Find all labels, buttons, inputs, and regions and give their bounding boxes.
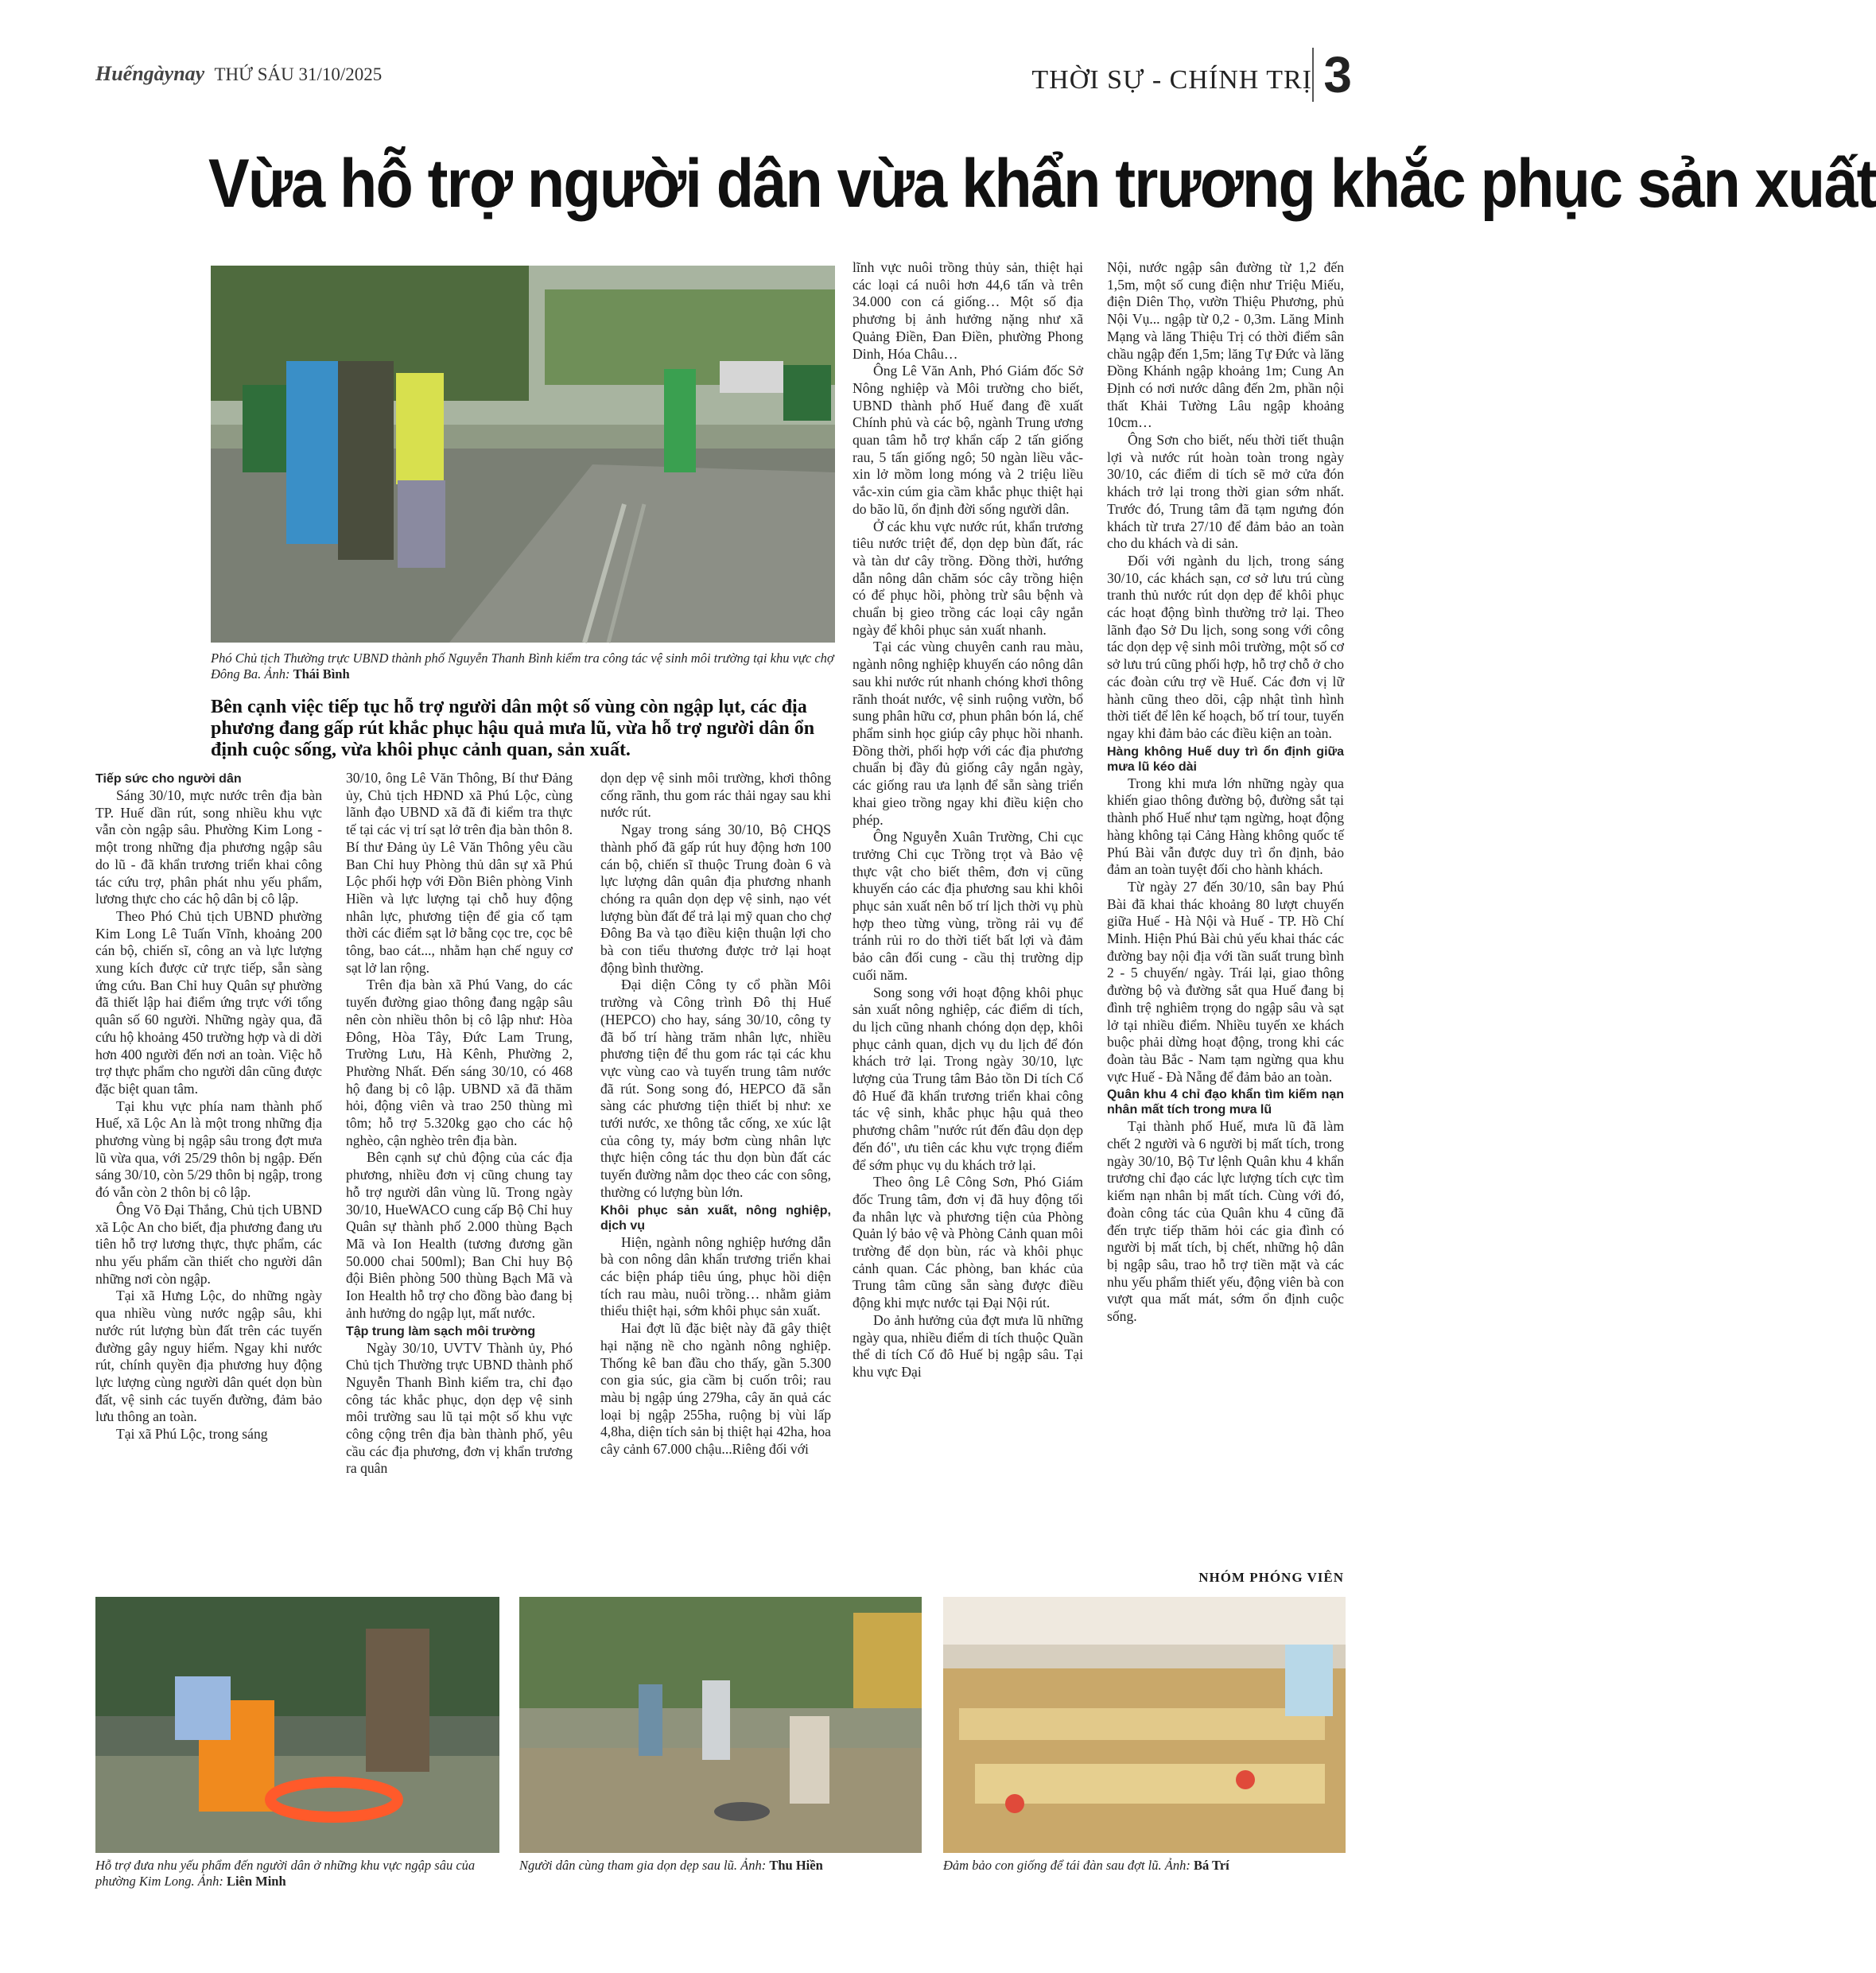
paragraph: Tại xã Hưng Lộc, do những ngày qua nhiều vùng nước ngập sâu, khi nước rút lượng bùn đất trên các tuyến đường gây nguy hiểm. Ngay khi nước rút, chính quyền địa phương huy động lực lượng cùng người dân quét dọn bùn đất, vệ sinh các tuyến đường, đảm bảo lưu thông an toàn. bbox=[95, 1287, 322, 1425]
paragraph: Tại các vùng chuyên canh rau màu, ngành nông nghiệp khuyến cáo nông dân sau khi nước rút nhanh chóng khơi thông rãnh thoát nước, vệ sinh ruộng vườn, bổ sung phân hữu cơ, phun phân bón lá, chế phẩm sinh học giúp cây phục hồi nhanh. Đồng thời, phối hợp với các địa phương chuẩn bị đầy đủ giống cây ngắn ngày, các giống rau ưa lạnh để sẵn sàng triển khai gieo trồng ngay khi điều kiện cho phép. bbox=[853, 639, 1083, 828]
paragraph: Ngay trong sáng 30/10, Bộ CHQS thành phố đã gấp rút huy động hơn 100 cán bộ, chiến sĩ thuộc Trung đoàn 6 và lực lượng dân quân địa phương nhanh chóng ra quân dọn dẹp vệ sinh, nạo vét lượng bùn đất để trả lại mỹ quan cho chợ Đông Ba và tạo điều kiện thuận lợi cho bà con tiểu thương được trở lại hoạt động bình thường. bbox=[600, 821, 831, 976]
main-photo-caption: Phó Chủ tịch Thường trực UBND thành phố Nguyễn Thanh Bình kiểm tra công tác vệ sinh môi trường tại khu vực chợ Đông Ba. Ảnh: Thái Bình bbox=[211, 651, 834, 682]
paragraph: Tại xã Phú Lộc, trong sáng bbox=[116, 1426, 268, 1443]
paragraph: Trong khi mưa lớn những ngày qua khiến giao thông đường bộ, đường sắt tại thành phố Huế như tạm ngừng, hoạt động hàng không tại Cảng Hàng không quốc tế Phú Bài vẫn được duy trì ổn định, bảo đảm an toàn tuyệt đối cho hành khách. bbox=[1107, 775, 1344, 878]
bottom-photo-2-caption: Người dân cùng tham gia dọn dẹp sau lũ. Ảnh: Thu Hiền bbox=[519, 1858, 823, 1873]
bottom-photo-1-caption: Hỗ trợ đưa nhu yếu phẩm đến người dân ở những khu vực ngập sâu của phường Kim Long. Ảnh: Liên Minh bbox=[95, 1858, 476, 1889]
paragraph: Ông Sơn cho biết, nếu thời tiết thuận lợi và nước rút hoàn toàn trong ngày 30/10, các điểm di tích sẽ mở cửa đón khách trở lại trong thời gian sớm nhất. Trước đó, Trung tâm đã tạm ngưng đón khách từ trưa 27/10 để đảm bảo an toàn cho du khách và di sản. bbox=[1107, 432, 1344, 552]
paragraph: Theo Phó Chủ tịch UBND phường Kim Long Lê Tuấn Vĩnh, khoảng 200 cán bộ, chiến sĩ, công an và lực lượng xung kích được cử trực tiếp, sẵn sàng ứng cứu. Ban Chỉ huy Quân sự phường đã thiết lập hai điểm ứng trực với tổng quân số 60 người. Những ngày qua, đã cứu hộ khoảng 450 trường hợp và di dời hơn 400 người đến nơi an toàn. Việc hỗ trợ thực phẩm cho người dân cũng được đặc biệt quan tâm. bbox=[95, 907, 322, 1097]
paragraph: 30/10, ông Lê Văn Thông, Bí thư Đảng ủy, Chủ tịch HĐND xã Phú Lộc, cùng lãnh đạo UBND xã đã đi kiểm tra thực tế tại các vị trí sạt lở trên địa bàn thôn 8. Bí thư Đảng ủy Lê Văn Thông yêu cầu Ban Chỉ huy Phòng thủ dân sự xã Phú Lộc phối hợp với Đồn Biên phòng Vinh Hiền và lực lượng tại chỗ huy động nhân lực, phương tiện để gia cố tạm thời các điểm sạt lở bằng cọc tre, cọc bê tông, bao cát..., nhằm hạn chế nguy cơ sạt lở lan rộng. bbox=[346, 770, 573, 976]
photo-credit: Liên Minh bbox=[226, 1874, 286, 1889]
headline: Vừa hỗ trợ người dân vừa khẩn trương khắc phục sản xuất bbox=[208, 146, 1876, 222]
photo-credit: Bá Trí bbox=[1193, 1858, 1229, 1873]
subheading: Quân khu 4 chỉ đạo khẩn tìm kiếm nạn nhân mất tích trong mưa lũ bbox=[1107, 1088, 1344, 1117]
byline: NHÓM PHÓNG VIÊN bbox=[1198, 1570, 1344, 1585]
photo-credit: Thái Bình bbox=[293, 666, 350, 682]
paragraph: Trên địa bàn xã Phú Vang, do các tuyến đường giao thông đang ngập sâu nên còn nhiều thôn bị cô lập như: Hòa Đông, Hòa Tây, Đức Lam Trung, Trường Lưu, Hà Kênh, Phường 2, Phường Nhất. Đến sáng 30/10, có 468 hộ đang bị cô lập. UBND xã đã thăm hỏi, động viên và trao 250 thùng mì tôm; hỗ trợ 5.320kg gạo cho các hộ nghèo, cận nghèo trên địa bàn. bbox=[346, 977, 573, 1148]
paragraph: Ngày 30/10, UVTV Thành ủy, Phó Chủ tịch Thường trực UBND thành phố Nguyễn Thanh Bình kiểm tra, chỉ đạo công tác khắc phục, dọn dẹp vệ sinh môi trường sau lũ tại một số khu vực công cộng trên địa bàn thành phố, yêu cầu các địa phương, đơn vị khẩn trương ra quân bbox=[346, 1339, 573, 1477]
article-column-5 bbox=[1107, 259, 1344, 1563]
paragraph: Tại thành phố Huế, mưa lũ đã làm chết 2 người và 6 người bị mất tích, trong ngày 30/10, Bộ Tư lệnh Quân khu 4 khẩn trương chỉ đạo các lực lượng tích cực tìm kiếm nạn nhân bị mất tích. Cùng với đó, đoàn công tác của Quân khu 4 cũng đã đến trực tiếp thăm hỏi các gia đình có người bị mất tích, bị chết, những hộ dân bị ngập sâu, trao hỗ trợ tiền mặt và các nhu yếu phẩm thiết yếu, động viên bà con vượt qua mất mát, sớm ổn định cuộc sống. bbox=[1107, 1118, 1344, 1325]
paragraph: Từ ngày 27 đến 30/10, sân bay Phú Bài đã khai thác khoảng 80 lượt chuyến giữa Huế - Hà Nội và Huế - TP. Hồ Chí Minh. Hiện Phú Bài chủ yếu khai thác các đường bay nội địa với tần suất trung bình 2 - 5 chuyến/ ngày. Trái lại, giao thông đường bộ và đường sắt qua Huế đang bị đình trệ nghiêm trọng do ngập sâu và sạt lở tại nhiều điểm. Nhiều tuyến xe khách buộc phải dừng hoạt động, trong khi các đoàn tàu Bắc - Nam tạm ngừng qua khu vực Huế - Đà Nẵng để đảm bảo an toàn. bbox=[1107, 878, 1344, 1085]
bottom-photo-3-caption: Đảm bảo con giống để tái đàn sau đợt lũ. Ảnh: Bá Trí bbox=[943, 1858, 1229, 1873]
paragraph: Ông Võ Đại Thắng, Chủ tịch UBND xã Lộc An cho biết, địa phương đang ưu tiên hỗ trợ lương thực, thực phẩm, các nhu yếu phẩm cần thiết cho người dân những nơi còn ngập. bbox=[95, 1201, 322, 1287]
section-title: THỜI SỰ - CHÍNH TRỊ bbox=[1031, 65, 1312, 95]
paragraph: Hai đợt lũ đặc biệt này đã gây thiệt hại nặng nề cho ngành nông nghiệp. Thống kê ban đầu cho thấy, gần 5.300 con gia súc, gia cầm bị cuốn trôi; rau màu bị ngập úng 279ha, cây ăn quả các loại bị ngập 255ha, ruộng bị vùi lấp 4,8ha, diện tích sản bị thiệt hại 42ha, hoa cây cảnh 67.000 chậu...Riêng đối với bbox=[600, 1320, 831, 1458]
bottom-photo-3 bbox=[943, 1597, 1346, 1853]
paragraph: Theo ông Lê Công Sơn, Phó Giám đốc Trung tâm, đơn vị đã huy động tối đa nhân lực và phương tiện của Phòng Quản lý bảo vệ và Phòng Cảnh quan môi trường để dọn bùn, rác và khôi phục cảnh quan. Các phòng, ban khác của Trung tâm cũng sẵn sàng được điều động khi mực nước tại Đại Nội rút. bbox=[853, 1174, 1083, 1311]
paragraph: Bên cạnh sự chủ động của các địa phương, nhiều đơn vị cũng chung tay hỗ trợ người dân vùng lũ. Trong ngày 30/10, HueWACO cung cấp Bộ Chỉ huy Quân sự thành phố 2.000 thùng Bạch Mã và Ion Health (tương đương gần 50.000 chai 500ml); Ban Chỉ huy Bộ đội Biên phòng 500 thùng Bạch Mã và Ion Health hỗ trợ cho đồng bào đang bị ảnh hưởng do ngập lụt, mất nước. bbox=[346, 1149, 573, 1321]
article-column-3 bbox=[600, 770, 831, 1581]
main-photo bbox=[211, 266, 835, 643]
issue-date: THỨ SÁU 31/10/2025 bbox=[214, 64, 383, 84]
photo-credit: Thu Hiền bbox=[769, 1858, 823, 1873]
paragraph: Đối với ngành du lịch, trong sáng 30/10, các khách sạn, cơ sở lưu trú cùng tranh thủ nước rút dọn dẹp để khôi phục các hoạt động bình thường trở lại. Theo lãnh đạo Sở Du lịch, song song với công tác dọn dẹp vệ sinh môi trường, một số cơ sở lưu trú cũng phối hợp, hỗ trợ chỗ ở cho các đoàn cứu trợ về Huế. Các đơn vị lữ hành cũng theo dõi, cập nhật tình hình thời tiết để lên kế hoạch, bố trí tour, tuyến ngay khi đảm bảo các điều kiện an toàn. bbox=[1107, 552, 1344, 741]
brand-logo: Huếngàynay bbox=[95, 62, 205, 85]
paragraph: Do ảnh hưởng của đợt mưa lũ những ngày qua, nhiều điểm di tích thuộc Quần thể di tích Cố đô Huế bị ngập sâu. Tại khu vực Đại bbox=[853, 1311, 1083, 1380]
subheading: Hàng không Huế duy trì ổn định giữa mưa lũ kéo dài bbox=[1107, 744, 1344, 774]
article-column-1 bbox=[95, 770, 322, 1581]
page-number: 3 bbox=[1312, 48, 1352, 102]
subheading: Khôi phục sản xuất, nông nghiệp, dịch vụ bbox=[600, 1203, 831, 1233]
paragraph: Sáng 30/10, mực nước trên địa bàn TP. Huế dần rút, song nhiều khu vực vẫn còn ngập sâu. Phường Kim Long - một trong những địa phương ngập sâu do lũ - đã khẩn trương triển khai công tác cứu trợ, phân phát nhu yếu phẩm, lương thực cho các hộ dân bị cô lập. bbox=[95, 787, 322, 907]
paragraph: Ông Nguyễn Xuân Trường, Chi cục trưởng Chi cục Trồng trọt và Bảo vệ thực vật cho biết thêm, đơn vị cũng khuyến cáo các địa phương sau khi khôi phục sản xuất nên bố trí lịch thời vụ phù hợp theo từng vùng, trồng rải vụ để tránh rủi ro do thời tiết bất lợi và đảm bảo cân đối cung - cầu thị trường dịp cuối năm. bbox=[853, 829, 1083, 983]
subheading: Tiếp sức cho người dân bbox=[95, 772, 242, 786]
paragraph: Đại diện Công ty cổ phần Môi trường và Công trình Đô thị Huế (HEPCO) cho hay, sáng 30/10, công ty đã bố trí hàng trăm nhân lực, nhiều phương tiện để thu gom rác tại các khu vực vùng cao và tuyến trung tâm nước đã rút. Song song đó, HEPCO đã sẵn sàng các phương tiện thiết bị như: xe tưới nước, xe thông tắc cống, xe xúc lật của công ty, máy bơm cùng nhân lực thực hiện công tác thu dọn bùn đất các tuyến đường nằm dọc theo các con sông, thường có lượng bùn lớn. bbox=[600, 977, 831, 1200]
paragraph: lĩnh vực nuôi trồng thủy sản, thiệt hại các loại cá nuôi hơn 44,6 tấn và trên 34.000 con cá giống… Một số địa phương bị ảnh hưởng nặng như xã Quảng Điền, Đan Điền, phường Phong Dinh, Hóa Châu… bbox=[853, 259, 1083, 362]
paragraph: Hiện, ngành nông nghiệp hướng dẫn bà con nông dân khẩn trương triển khai các biện pháp tiêu úng, phục hồi diện tích rau màu, nuôi trồng… nhằm giảm thiểu thiệt hại, sớm khôi phục sản xuất. bbox=[600, 1233, 831, 1319]
article-column-4 bbox=[853, 259, 1083, 1581]
lead-paragraph: Bên cạnh việc tiếp tục hỗ trợ người dân một số vùng còn ngập lụt, các địa phương đang gấp rút khắc phục hậu quả mưa lũ, vừa hỗ trợ người dân ổn định cuộc sống, vừa khôi phục cảnh quan, sản xuất. bbox=[211, 697, 815, 760]
masthead bbox=[95, 62, 382, 86]
paragraph: dọn dẹp vệ sinh môi trường, khơi thông cống rãnh, thu gom rác thải ngay sau khi nước rút. bbox=[600, 770, 831, 821]
subheading: Tập trung làm sạch môi trường bbox=[346, 1324, 536, 1338]
article-column-2 bbox=[346, 770, 573, 1581]
paragraph: Ông Lê Văn Anh, Phó Giám đốc Sở Nông nghiệp và Môi trường cho biết, UBND thành phố Huế đang đề xuất Chính phủ và các bộ, ngành Trung ương quan tâm hỗ trợ khẩn cấp 2 tấn giống rau, 5 tấn giống ngô; 50 ngàn liều vắc-xin lở mồm long móng và 2 triệu liều vắc-xin cúm gia cầm khắc phục thiệt hại do bão lũ, ổn định đời sống người dân. bbox=[853, 363, 1083, 517]
paragraph: Tại khu vực phía nam thành phố Huế, xã Lộc An là một trong những địa phương vùng bị ngập sâu trong đợt mưa lũ vừa qua, với 25/29 thôn bị ngập. Đến sáng 30/10, còn 5/29 thôn bị ngập, trong đó vẫn còn 2 thôn bị cô lập. bbox=[95, 1097, 322, 1201]
paragraph: Nội, nước ngập sân đường từ 1,2 đến 1,5m, một số cung điện như Triệu Miếu, điện Diên Thọ, vườn Thiệu Phương, phủ Nội Vụ... ngập từ 0,2 - 0,3m. Lăng Minh Mạng và lăng Thiệu Trị có thời điểm sân chầu ngập đến 1,5m; lăng Tự Đức và lăng Đồng Khánh ngập khoảng 1m; Cung An Định có nơi nước dâng đến 2m, phần nội thất Khải Tường Lâu ngập khoảng 10cm… bbox=[1107, 259, 1344, 431]
paragraph: Song song với hoạt động khôi phục sản xuất nông nghiệp, các điểm di tích, du lịch cũng nhanh chóng dọn dẹp, khôi phục cảnh quan, dịch vụ du lịch để đón khách trở lại. Trong ngày 30/10, lực lượng của Trung tâm Bảo tồn Di tích Cố đô Huế đã khẩn trương triển khai công tác vệ sinh, khắc phục hậu quả theo phương châm "nước rút đến đâu dọn dẹp đến đó", ưu tiên các khu vực trọng điểm để sớm phục vụ du khách trở lại. bbox=[853, 984, 1083, 1173]
bottom-photo-2 bbox=[519, 1597, 922, 1853]
bottom-photo-1 bbox=[95, 1597, 499, 1853]
paragraph: Ở các khu vực nước rút, khẩn trương tiêu nước triệt để, dọn dẹp bùn đất, rác và tàn dư cây trồng. Đồng thời, hướng dẫn nông dân chăm sóc cây trồng hiện có để phục hồi, phòng trừ sâu bệnh và chuẩn bị gieo trồng các loại cây ngắn ngày để khôi phục sản xuất nhanh. bbox=[853, 518, 1083, 638]
